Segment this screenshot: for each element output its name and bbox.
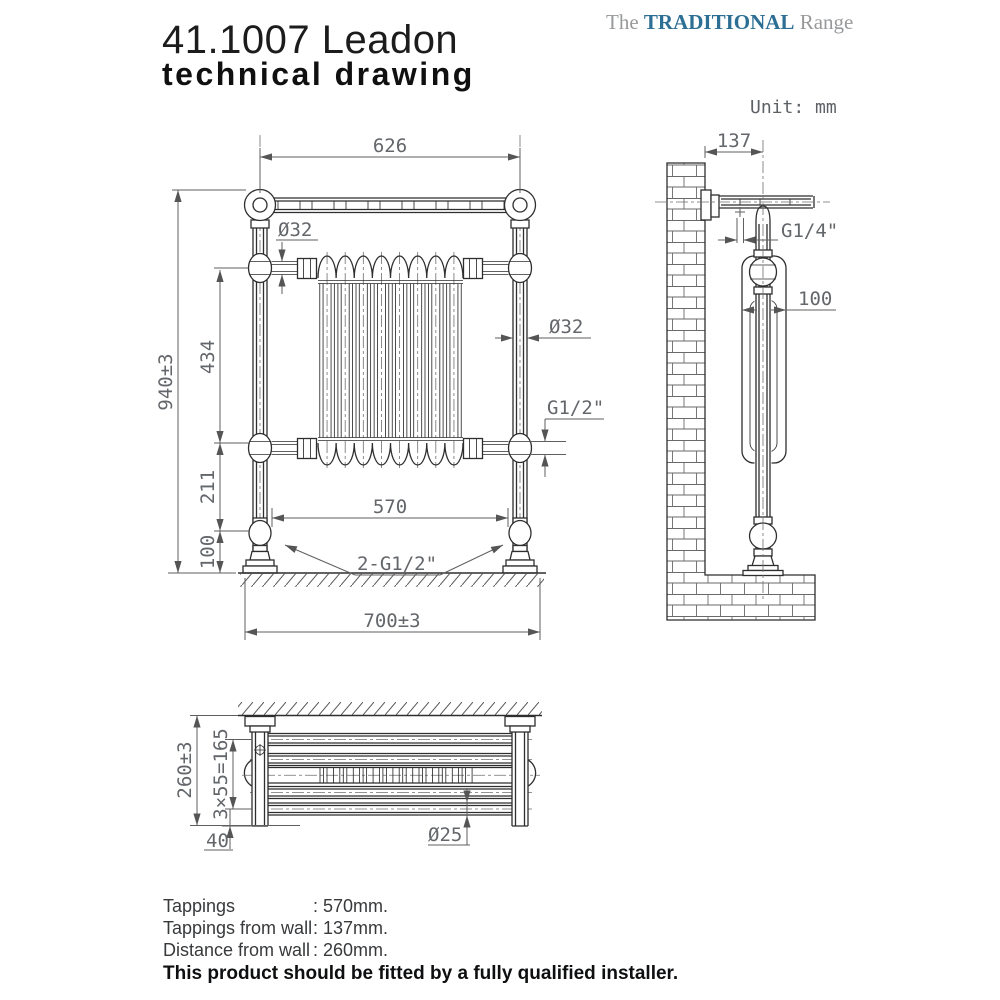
spec-label: Tappings: [163, 896, 236, 916]
plan-bars: [250, 734, 532, 816]
side-dim-radiator-depth: 100: [798, 288, 833, 310]
side-dim-wall-to-pipe: 137: [716, 130, 752, 152]
spec-value: : 137mm.: [313, 918, 389, 938]
front-dim-side-tapping: G1/2": [547, 397, 605, 419]
spec-row-tappings: [163, 895, 388, 917]
spec-label: Tappings from wall: [163, 918, 313, 938]
spec-label: Distance from wall: [163, 940, 311, 960]
front-dimensions: [155, 135, 604, 640]
front-dim-bottom-section: 211: [197, 469, 219, 505]
front-radiator: [318, 252, 463, 468]
spec-value: : 570mm.: [313, 896, 389, 916]
front-dim-pipe-dia-left: Ø32: [278, 219, 313, 241]
front-dim-tapping-centres: 570: [372, 496, 408, 518]
range-suffix: Range: [794, 10, 854, 34]
range-emphasis: TRADITIONAL: [643, 10, 795, 34]
side-view: [655, 130, 838, 620]
installer-warning: This product should be fitted by a fully qualified installer.: [163, 963, 679, 984]
plan-view: [174, 702, 542, 852]
plan-dim-front-offset: 40: [206, 830, 229, 852]
front-dim-overall-height: 940±3: [155, 353, 177, 411]
front-dim-width-top: 626: [372, 135, 408, 157]
range-prefix: The: [606, 10, 644, 34]
unit-label: Unit: mm: [750, 97, 837, 118]
front-dim-base-width: 700±3: [363, 610, 421, 632]
front-view: [155, 135, 604, 640]
front-top-rail: [246, 198, 534, 213]
side-dim-air-vent: G1/4": [781, 220, 839, 242]
plan-dim-bar-dia: Ø25: [428, 824, 463, 846]
front-dim-bottom-tappings: 2-G1/2": [356, 553, 438, 575]
spec-row-tappings-from-wall: [163, 917, 388, 939]
front-dim-pipe-dia-right: Ø32: [549, 316, 584, 338]
spec-value: : 260mm.: [313, 940, 389, 960]
page-title: 41.1007 Leadon: [162, 18, 459, 62]
front-wall-roses: [245, 190, 536, 221]
page-subtitle: technical drawing: [162, 56, 475, 92]
front-dim-foot-height: 100: [197, 534, 219, 570]
front-dim-radiator-height: 434: [197, 339, 219, 375]
spec-list: [163, 895, 388, 961]
plan-wall: [238, 702, 542, 716]
plan-dim-overall-depth: 260±3: [174, 741, 196, 799]
plan-dim-bar-spacing: 3×55=165: [210, 728, 232, 820]
spec-row-distance-from-wall: [163, 939, 388, 961]
